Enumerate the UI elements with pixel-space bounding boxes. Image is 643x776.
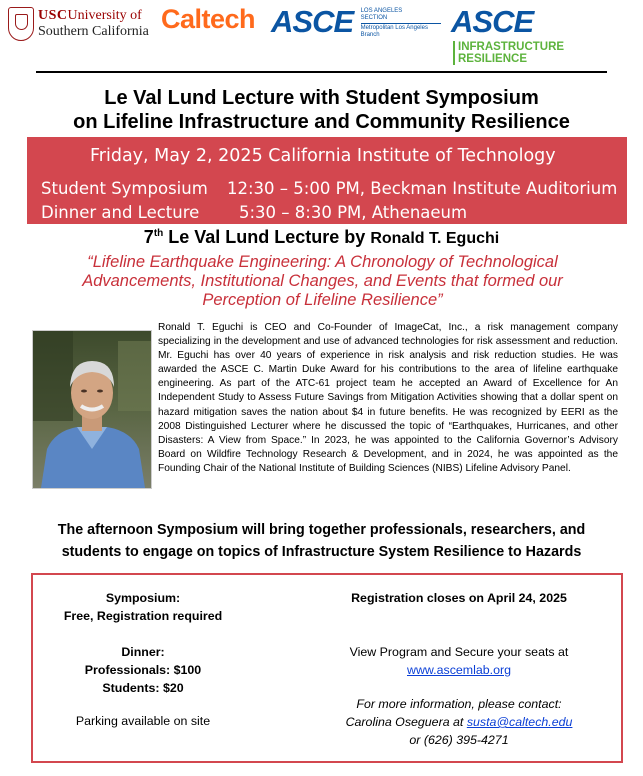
registration-deadline: Registration closes on April 24, 2025 (351, 591, 567, 605)
lecture-text: Le Val Lund Lecture by (163, 227, 371, 247)
asce-la-line2: SECTION (361, 15, 441, 24)
speaker-bio: Ronald T. Eguchi is CEO and Co-Founder of ImageCat, Inc., a risk management company specializing in the development and use of advanced technologies for risk assessment and reduction. Mr. Eguchi has over 40 years of experience in risk analysis and risk reduction studies. He was awarded the ASCE C. Martin Duke Award for his contributions to the area of lifeline earthquake engineering. As part of the ATC-61 project team he accepted an Award of Excellence for An Independent Study to Assess Future Savings from Mitigation Activities showing that a dollar spent on hazard mitigation saves the nation about $4 in future benefits. He was recognized by EERI as the 2008 Distinguished Lecturer where he discussed the topic of “Earthquakes, Hurricanes, and other Disasters: A View from Space.” In 2023, he was appointed to the California Governor’s Advisory Board on Wildfire Technology Research & Development, and in 2024, he was appointed as the Founding Chair of the National Institute of Building Sciences (NIBS) Lifeline Advisory Panel. (158, 322, 618, 474)
banner-symposium-label: Student Symposium (41, 179, 208, 198)
asce-infrastructure-logo (451, 6, 643, 65)
page-title (0, 86, 643, 134)
banner-dinner-label: Dinner and Lecture (41, 203, 200, 222)
dinner-fee-students: Students: $20 (102, 681, 184, 695)
website-link[interactable]: www.ascemlab.org (407, 663, 511, 677)
event-banner (27, 137, 627, 224)
usc-logo-line1: University of (67, 8, 142, 23)
symposium-line1: The afternoon Symposium will bring together professionals, researchers, and (57, 522, 586, 538)
title-line2: on Lifeline Infrastructure and Community Resilience (73, 111, 570, 133)
speaker-photo (32, 330, 152, 489)
symposium-description (0, 519, 643, 563)
lecture-number: 7 (143, 227, 154, 247)
symposium-fee-value: Free, Registration required (63, 609, 223, 623)
asce-ir-line1: INFRASTRUCTURE (458, 41, 565, 53)
symposium-fee-label: Symposium: (105, 591, 181, 605)
asce-la-line1: LOS ANGELES (360, 8, 403, 14)
lecture-speaker: Ronald T. Eguchi (370, 230, 500, 247)
contact-email-link[interactable]: susta@caltech.edu (466, 715, 573, 729)
asce-la-wordmark: ASCE (271, 4, 354, 39)
dinner-fee (63, 643, 223, 697)
contact-heading: For more information, please contact: (356, 697, 562, 711)
dinner-fee-label: Dinner: (121, 645, 165, 659)
asce-la-logo (271, 6, 441, 39)
usc-logo (8, 5, 148, 47)
asce-la-line3: Metropolitan Los Angeles (360, 25, 428, 31)
lecture-ordinal: th (153, 228, 164, 239)
lecture-heading (0, 227, 643, 248)
caltech-logo: Caltech (161, 4, 256, 34)
parking-note: Parking available on site (75, 714, 211, 728)
title-line1: Le Val Lund Lecture with Student Symposium (104, 87, 539, 109)
registration-info-box (31, 573, 623, 763)
usc-logo-line2: Southern California (38, 24, 149, 39)
program-info (309, 643, 609, 679)
asce-ir-line2: RESILIENCE (458, 53, 528, 65)
view-program-text: View Program and Secure your seats at (349, 645, 569, 659)
asce-ir-wordmark: ASCE (451, 4, 534, 39)
symposium-line2: students to engage on topics of Infrastructure System Resilience to Hazards (61, 544, 582, 560)
asce-la-line4: Branch (360, 32, 380, 38)
contact-info (309, 695, 609, 749)
dinner-fee-professionals: Professionals: $100 (84, 663, 202, 677)
symposium-fee (63, 589, 223, 625)
banner-dinner-time: 5:30 – 8:30 PM, Athenaeum (239, 203, 468, 222)
banner-symposium-time: 12:30 – 5:00 PM, Beckman Institute Auditorium (227, 179, 618, 198)
lecture-title-quote: “Lifeline Earthquake Engineering: A Chronology of Technological Advancements, Institutional Changes, and Events that formed our Perception of Lifeline Resilience” (82, 253, 563, 309)
usc-seal-icon (8, 7, 34, 41)
contact-phone: or (626) 395-4271 (409, 733, 509, 747)
banner-date-venue: Friday, May 2, 2025 California Institute of Technology (90, 146, 556, 166)
header-divider (36, 71, 607, 73)
usc-logo-abbrev: USC (38, 8, 68, 23)
contact-name: Carolina Oseguera at (345, 715, 467, 729)
